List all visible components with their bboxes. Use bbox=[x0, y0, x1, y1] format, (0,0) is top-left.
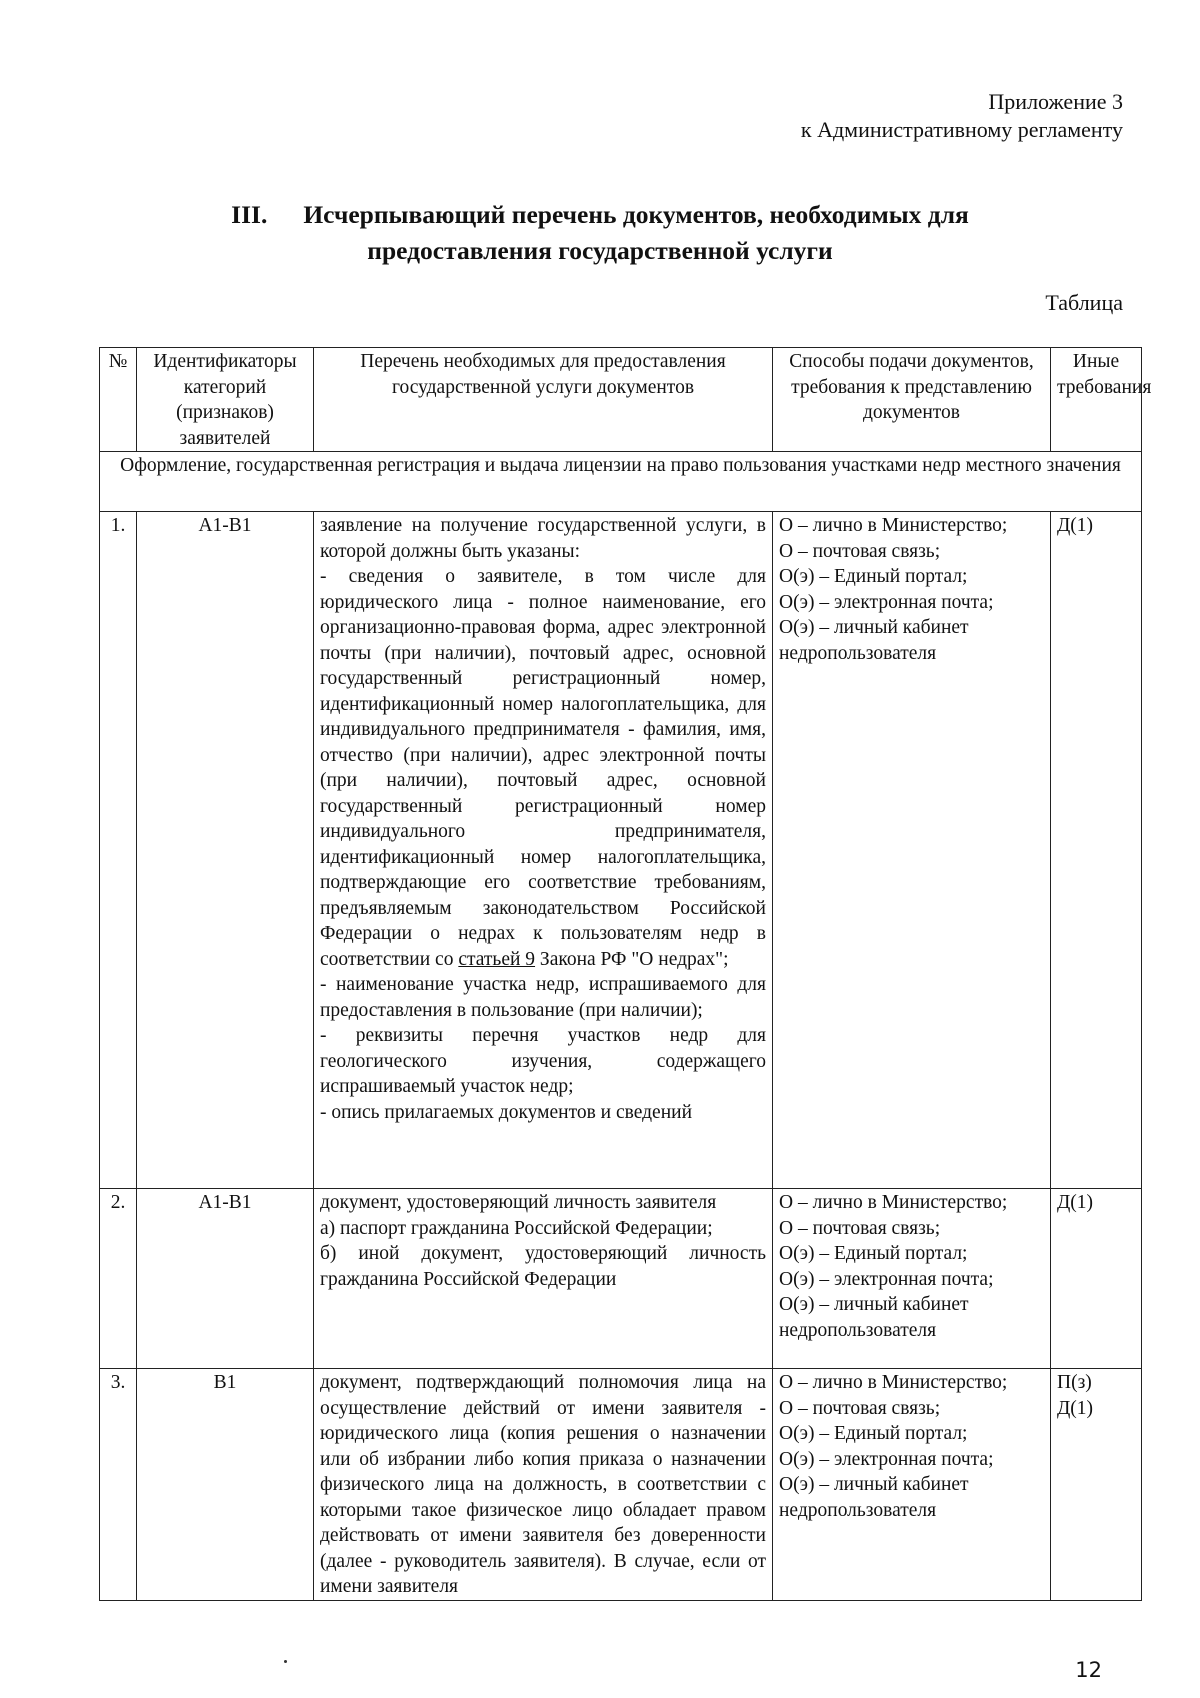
header-submission-methods: Способы подачи документов, требования к представлению документов bbox=[773, 348, 1051, 452]
table-row bbox=[100, 1189, 1142, 1369]
submission-item: О(э) – электронная почта; bbox=[779, 591, 994, 613]
appendix-line-1: Приложение 3 bbox=[988, 89, 1123, 114]
documents-table bbox=[99, 347, 1152, 1601]
appendix-note bbox=[801, 88, 1123, 144]
header-applicant-ids: Идентификаторы категорий (признаков) заявителей bbox=[137, 348, 314, 452]
title-line-2: предоставления государственной услуги bbox=[367, 236, 833, 265]
submission-item: О(э) – Единый портал; bbox=[779, 1243, 968, 1264]
doc-text: - сведения о заявителе, в том числе для юридического лица - полное наименование, его организационно-правовая форма, адрес электронной почты (при наличии), почтовый адрес, основной государственный регистрационный номер, идентификационный номер налогоплательщика, для индивидуального предпринимателя - фамилия, имя, отчество (при наличии), адрес электронной почты (при наличии), почтовый адрес, основной государственный регистрационный номер индивидуального предпринимателя, идентификационный номер налогоплательщика, подтверждающие его соответствие требованиям, предъявляемым законодательством Российской Федерации о недрах к пользователям недр в соответствии со bbox=[320, 566, 766, 970]
other-item: Д(1) bbox=[1057, 1397, 1094, 1419]
page-number: 12 bbox=[1075, 1658, 1102, 1682]
submission-item: О(э) – Единый портал; bbox=[779, 1423, 968, 1444]
submission-item: О – почтовая связь; bbox=[779, 1397, 941, 1419]
doc-paragraph: - наименование участка недр, испрашиваемого для предоставления в пользование (при наличии); bbox=[320, 974, 766, 1021]
doc-paragraph: документ, удостоверяющий личность заявителя bbox=[320, 1192, 717, 1213]
doc-paragraph: - реквизиты перечня участков недр для геологического изучения, содержащего испрашиваемый участок недр; bbox=[320, 1025, 766, 1097]
header-no: № bbox=[100, 348, 137, 452]
doc-paragraph: заявление на получение государственной услуги, в которой должны быть указаны: bbox=[320, 515, 766, 562]
title-line-1: Исчерпывающий перечень документов, необходимых для bbox=[303, 200, 969, 229]
other-item: Д(1) bbox=[1057, 1192, 1094, 1213]
doc-paragraph bbox=[320, 564, 766, 972]
row-other-requirements bbox=[1051, 1189, 1142, 1369]
doc-paragraph: б) иной документ, удостоверяющий личность гражданина Российской Федерации bbox=[320, 1243, 766, 1290]
appendix-line-2: к Административному регламенту bbox=[800, 117, 1123, 142]
table-header-row bbox=[100, 348, 1142, 452]
submission-item: О – лично в Министерство; bbox=[779, 1372, 1008, 1393]
row-documents bbox=[314, 1189, 773, 1369]
submission-item: О – почтовая связь; bbox=[779, 540, 941, 562]
table-row bbox=[100, 512, 1142, 1189]
row-submission bbox=[773, 512, 1051, 1189]
row-applicant-id: А1-В1 bbox=[137, 512, 314, 1189]
submission-item: О(э) – личный кабинет недропользователя bbox=[779, 1474, 969, 1521]
row-number: 2. bbox=[100, 1189, 137, 1369]
page-title bbox=[0, 197, 1200, 269]
submission-item: О – лично в Министерство; bbox=[779, 515, 1008, 536]
doc-text: Закона РФ "О недрах"; bbox=[539, 948, 729, 970]
section-number: III. bbox=[231, 200, 268, 229]
doc-paragraph: документ, подтверждающий полномочия лица на осуществление действий от имени заявителя - юридического лица (копия решения о назначении или об избрании либо копия приказа о назначении физического лица на должность, в соответствии с которыми такое физическое лицо обладает правом действовать от имени заявителя без доверенности (далее - руководитель заявителя). В случае, если от имени заявителя bbox=[320, 1372, 766, 1597]
section-title: Оформление, государственная регистрация и выдача лицензии на право пользования участками недр местного значения bbox=[100, 452, 1142, 512]
table-row bbox=[100, 1369, 1142, 1601]
table-label: Таблица bbox=[1045, 290, 1123, 315]
row-documents bbox=[314, 1369, 773, 1601]
other-item: П(з) bbox=[1057, 1372, 1092, 1393]
row-submission bbox=[773, 1189, 1051, 1369]
scan-speck bbox=[284, 1660, 287, 1663]
row-other-requirements bbox=[1051, 1369, 1142, 1601]
row-documents bbox=[314, 512, 773, 1189]
submission-item: О(э) – электронная почта; bbox=[779, 1448, 994, 1470]
header-documents: Перечень необходимых для предоставления государственной услуги документов bbox=[314, 348, 773, 452]
section-row bbox=[100, 452, 1142, 512]
row-other-requirements bbox=[1051, 512, 1142, 1189]
row-number: 1. bbox=[100, 512, 137, 1189]
law-article-link[interactable]: статьей 9 bbox=[458, 948, 536, 970]
row-applicant-id: А1-В1 bbox=[137, 1189, 314, 1369]
submission-item: О(э) – Единый портал; bbox=[779, 566, 968, 587]
doc-paragraph: - опись прилагаемых документов и сведений bbox=[320, 1101, 693, 1123]
submission-item: О(э) – электронная почта; bbox=[779, 1268, 994, 1290]
submission-item: О – почтовая связь; bbox=[779, 1217, 941, 1239]
header-other-requirements: Иные требования bbox=[1051, 348, 1142, 452]
submission-item: О(э) – личный кабинет недропользователя bbox=[779, 617, 969, 664]
submission-item: О – лично в Министерство; bbox=[779, 1192, 1008, 1213]
row-number: 3. bbox=[100, 1369, 137, 1601]
submission-item: О(э) – личный кабинет недропользователя bbox=[779, 1294, 969, 1341]
other-item: Д(1) bbox=[1057, 515, 1094, 536]
row-submission bbox=[773, 1369, 1051, 1601]
row-applicant-id: В1 bbox=[137, 1369, 314, 1601]
doc-paragraph: а) паспорт гражданина Российской Федерации; bbox=[320, 1217, 713, 1239]
